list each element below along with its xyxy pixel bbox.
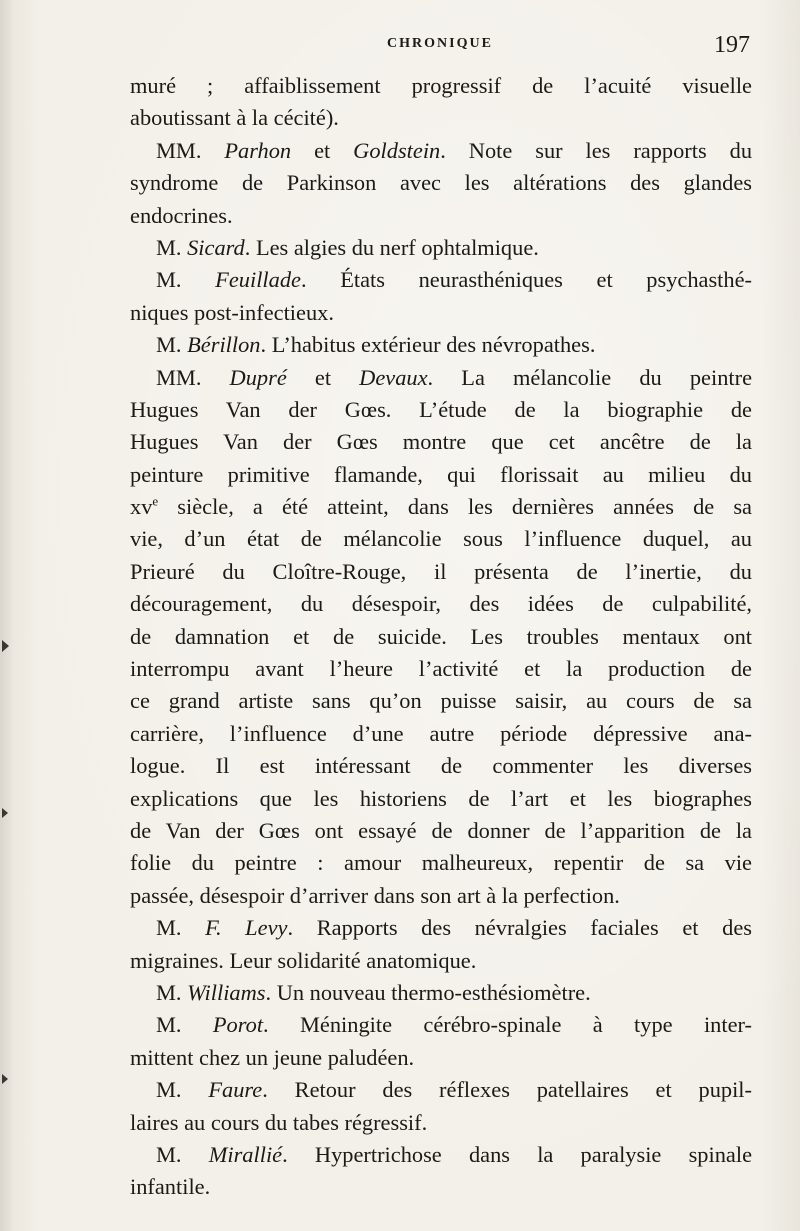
text-line: explications que les historiens de l’art et les biographes bbox=[130, 785, 752, 811]
text-fragment: . Note sur les rapports du bbox=[440, 137, 753, 163]
page-number: 197 bbox=[714, 32, 750, 58]
text-line bbox=[130, 232, 752, 264]
text-line: Prieuré du Cloître-Rouge, il présenta de l’inertie, du bbox=[130, 558, 752, 584]
text-fragment: M. bbox=[156, 234, 188, 260]
text-line bbox=[130, 912, 752, 944]
text-line bbox=[130, 329, 752, 361]
author-name: Porot bbox=[212, 1012, 264, 1038]
text-fragment: . Un nouveau thermo-esthésiomètre. bbox=[265, 979, 591, 1005]
text-line: migraines. Leur solidarité anatomique. bbox=[130, 947, 477, 973]
text-line: vie, d’un état de mélancolie sous l’influence duquel, au bbox=[130, 526, 752, 552]
text-line: niques post-infectieux. bbox=[130, 299, 334, 325]
text-fragment: . Rapports des névralgies faciales et des bbox=[287, 915, 752, 941]
text-fragment: . Hypertrichose dans la paralysie spinale bbox=[282, 1141, 753, 1167]
running-title: CHRONIQUE bbox=[387, 36, 493, 51]
text-line: de damnation et de suicide. Les troubles mentaux ont bbox=[130, 623, 752, 649]
author-name: Parhon bbox=[224, 137, 292, 163]
author-name: Sicard bbox=[187, 234, 245, 260]
text-fragment: M. bbox=[156, 915, 206, 941]
chronicle-text bbox=[130, 70, 752, 1204]
text-line: peinture primitive flamande, qui florissait au milieu du bbox=[130, 461, 752, 487]
text-fragment: . La mélancolie du peintre bbox=[427, 364, 753, 390]
margin-mark-icon bbox=[2, 1074, 8, 1084]
text-line: passée, désespoir d’arriver dans son art à la perfection. bbox=[130, 882, 620, 908]
text-line: ce grand artiste sans qu’on puisse saisir, au cours de sa bbox=[130, 688, 752, 714]
author-name: Williams bbox=[187, 979, 266, 1005]
text-line bbox=[130, 264, 752, 296]
text-fragment: siècle, a été atteint, dans les dernières années de sa bbox=[158, 494, 752, 520]
page-header bbox=[130, 34, 750, 64]
author-name: Dupré bbox=[229, 364, 287, 390]
text-line: Hugues Van der Gœs. L’étude de la biographie de bbox=[130, 396, 752, 422]
superscript: e bbox=[152, 493, 159, 509]
text-fragment: MM. bbox=[156, 137, 225, 163]
text-line bbox=[130, 1009, 752, 1041]
author-name: Mirallié bbox=[208, 1141, 283, 1167]
author-name: Devaux bbox=[359, 364, 428, 390]
author-name: F. Levy bbox=[205, 915, 288, 941]
text-fragment: . États neurasthéniques et psychasthé- bbox=[300, 267, 752, 293]
text-line bbox=[130, 1139, 752, 1171]
text-line: découragement, du désespoir, des idées de culpabilité, bbox=[130, 591, 752, 617]
text-line: mittent chez un jeune paludéen. bbox=[130, 1044, 415, 1070]
text-fragment: M. bbox=[156, 1141, 209, 1167]
text-fragment: . Retour des réflexes patellaires et pupil- bbox=[262, 1077, 752, 1103]
author-name: Bérillon bbox=[187, 332, 261, 358]
text-line: de Van der Gœs ont essayé de donner de l’apparition de la bbox=[130, 817, 752, 843]
text-line bbox=[130, 491, 752, 523]
text-fragment: et bbox=[291, 137, 354, 163]
text-line: Hugues Van der Gœs montre que cet ancêtre de la bbox=[130, 429, 752, 455]
text-line: aboutissant à la cécité). bbox=[130, 105, 339, 131]
text-fragment: MM. bbox=[156, 364, 230, 390]
text-line: muré ; affaiblissement progressif de l’acuité visuelle bbox=[130, 73, 752, 98]
margin-mark-icon bbox=[2, 640, 9, 652]
text-fragment: M. bbox=[156, 1012, 213, 1038]
author-name: Goldstein bbox=[353, 137, 441, 163]
text-line: carrière, l’influence d’une autre période dépressive ana- bbox=[130, 720, 752, 746]
text-line: logue. Il est intéressant de commenter les diverses bbox=[130, 753, 752, 779]
text-line: interrompu avant l’heure l’activité et la production de bbox=[130, 656, 752, 682]
text-fragment: et bbox=[286, 364, 360, 390]
text-fragment: . Méningite cérébro-spinale à type inter- bbox=[263, 1012, 752, 1038]
text-fragment: . Les algies du nerf ophtalmique. bbox=[244, 234, 539, 260]
text-line: laires au cours du tabes régressif. bbox=[130, 1109, 428, 1135]
text-fragment: M. bbox=[156, 332, 188, 358]
author-name: Feuillade bbox=[215, 267, 301, 293]
text-fragment: M. bbox=[156, 979, 188, 1005]
text-fragment: M. bbox=[156, 267, 216, 293]
author-name: Faure bbox=[208, 1077, 263, 1103]
text-line: infantile. bbox=[130, 1174, 211, 1200]
text-line: syndrome de Parkinson avec les altérations des glandes bbox=[130, 170, 752, 196]
text-line bbox=[130, 135, 752, 167]
margin-mark-icon bbox=[2, 808, 8, 818]
text-fragment: . L’habitus extérieur des névropathes. bbox=[260, 332, 596, 358]
text-line bbox=[130, 977, 752, 1009]
text-line: endocrines. bbox=[130, 202, 233, 228]
text-fragment: M. bbox=[156, 1077, 209, 1103]
text-fragment: xv bbox=[130, 494, 153, 520]
text-line bbox=[130, 1074, 752, 1106]
text-line: folie du peintre : amour malheureux, repentir de sa vie bbox=[130, 850, 752, 876]
text-line bbox=[130, 362, 752, 394]
